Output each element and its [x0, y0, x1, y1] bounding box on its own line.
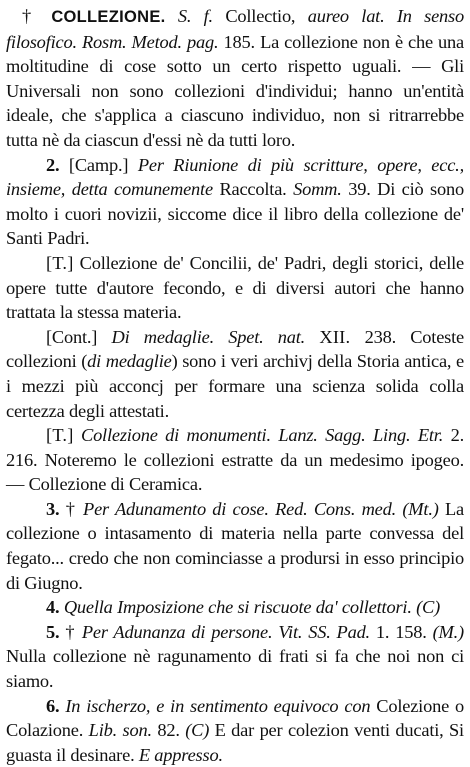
subentry-definition: Di medaglie.: [111, 326, 214, 347]
part-of-speech: S. f.: [177, 6, 213, 26]
subentry-reference: 238. Coteste collezioni (: [6, 326, 464, 372]
subentry-tag: [T.]: [46, 425, 74, 446]
sense-number: 6.: [46, 695, 60, 716]
dagger-mark: †: [22, 6, 39, 26]
headword: COLLEZIONE.: [51, 8, 166, 26]
sense-definition: In ischerzo, e in sentimento equivoco con: [65, 695, 371, 716]
sense-5: [6, 620, 464, 694]
sense-middle: Colezione o Colazione.: [6, 695, 464, 741]
sense-text: E dar per colezion venti ducati, Si guasta il desinare.: [6, 720, 464, 765]
sense-word: Raccolta.: [219, 179, 287, 200]
sense-definition: Per Riunione di più scritture, opere, ecc., insieme, detta comunemente: [6, 154, 464, 200]
sense-2: [6, 153, 464, 251]
sense-4: [6, 595, 464, 620]
sense-reference: 1. 158.: [375, 621, 427, 642]
sense-source: Somm.: [293, 179, 342, 200]
sense-number: 3.: [46, 498, 60, 519]
sense-tag: [Camp.]: [68, 154, 129, 175]
subentry-source: Spet. nat.: [228, 326, 306, 347]
sense-mark: (M.): [432, 621, 464, 642]
sense-text: La collezione o intasamento di materia nella parte convessa del fegato... credo che non cominciasse a prodursi in esso principio di Giugno.: [6, 498, 464, 593]
subentry-text: ) sono i veri archivj della Storia antica, e i mezzi più acconcj per formare una scienza solida colla certezza degli attestati.: [6, 351, 464, 421]
etymology-note: aureo lat. In senso filosofico. Rosm. Metod. pag.: [6, 6, 464, 52]
sense-number: 2.: [46, 154, 60, 175]
sense-mark: (C): [185, 720, 210, 741]
entry-headword-paragraph: [6, 4, 464, 153]
sense-text: Nulla collezione nè ragunamento di frati si fa che noi non ci siamo.: [6, 646, 464, 692]
etymology: Collectio,: [225, 6, 296, 26]
subentry-tag: [T.]: [46, 252, 74, 273]
sense-6: [6, 694, 464, 767]
sense-2-subentry-t: [6, 251, 464, 325]
sense-source: Lib. son.: [88, 720, 152, 741]
subentry-text: 2. 216. Noteremo le collezioni estratte da un medesimo ipogeo. — Collezione di Ceramica.: [6, 425, 464, 495]
sense-number: 4.: [46, 597, 60, 618]
dagger-mark: †: [65, 621, 76, 642]
subentry-inner: di medaglie: [87, 351, 172, 372]
sense-2-subentry-cont: [6, 325, 464, 423]
sense-reference: 82.: [157, 720, 180, 741]
definition-text: La collezione non è che una moltitudine di cose sotto un certo rispetto uguali. — Gli Universali non sono collezioni d'individui; hanno un'entità ideale, che s'applica a ciascuno individuo, non si ritrarrebbe tutta nè da ciascun d'essi nè da tutti loro.: [6, 31, 465, 150]
dagger-mark: †: [65, 498, 77, 519]
sense-2-subentry-t2: [6, 423, 464, 497]
etymology-page: 185.: [223, 31, 255, 52]
subentry-volume: XII.: [319, 326, 351, 347]
sense-end: E appresso.: [138, 744, 223, 765]
subentry-definition: Collezione di monumenti. Lanz. Sagg. Ling. Etr.: [81, 425, 444, 446]
sense-text: 39. Di ciò sono molto i cuori novizii, siccome dice il libro della collezione de' Santi Padri.: [6, 179, 464, 249]
sense-3: [6, 497, 464, 595]
sense-number: 5.: [46, 621, 60, 642]
subentry-tag: [Cont.]: [46, 326, 98, 347]
sense-definition: Quella Imposizione che si riscuote da' collettori.: [63, 597, 412, 618]
sense-mark: (C): [416, 597, 441, 618]
sense-definition: Per Adunanza di persone. Vit. SS. Pad.: [81, 621, 370, 642]
sense-mark: (Mt.): [402, 498, 439, 519]
sense-definition: Per Adunamento di cose. Red. Cons. med.: [83, 498, 397, 519]
subentry-text: Collezione de' Concilii, de' Padri, degli storici, delle opere tutte d'autore fecondo, e di diversi autori che hanno trattata la stessa materia.: [6, 252, 464, 323]
